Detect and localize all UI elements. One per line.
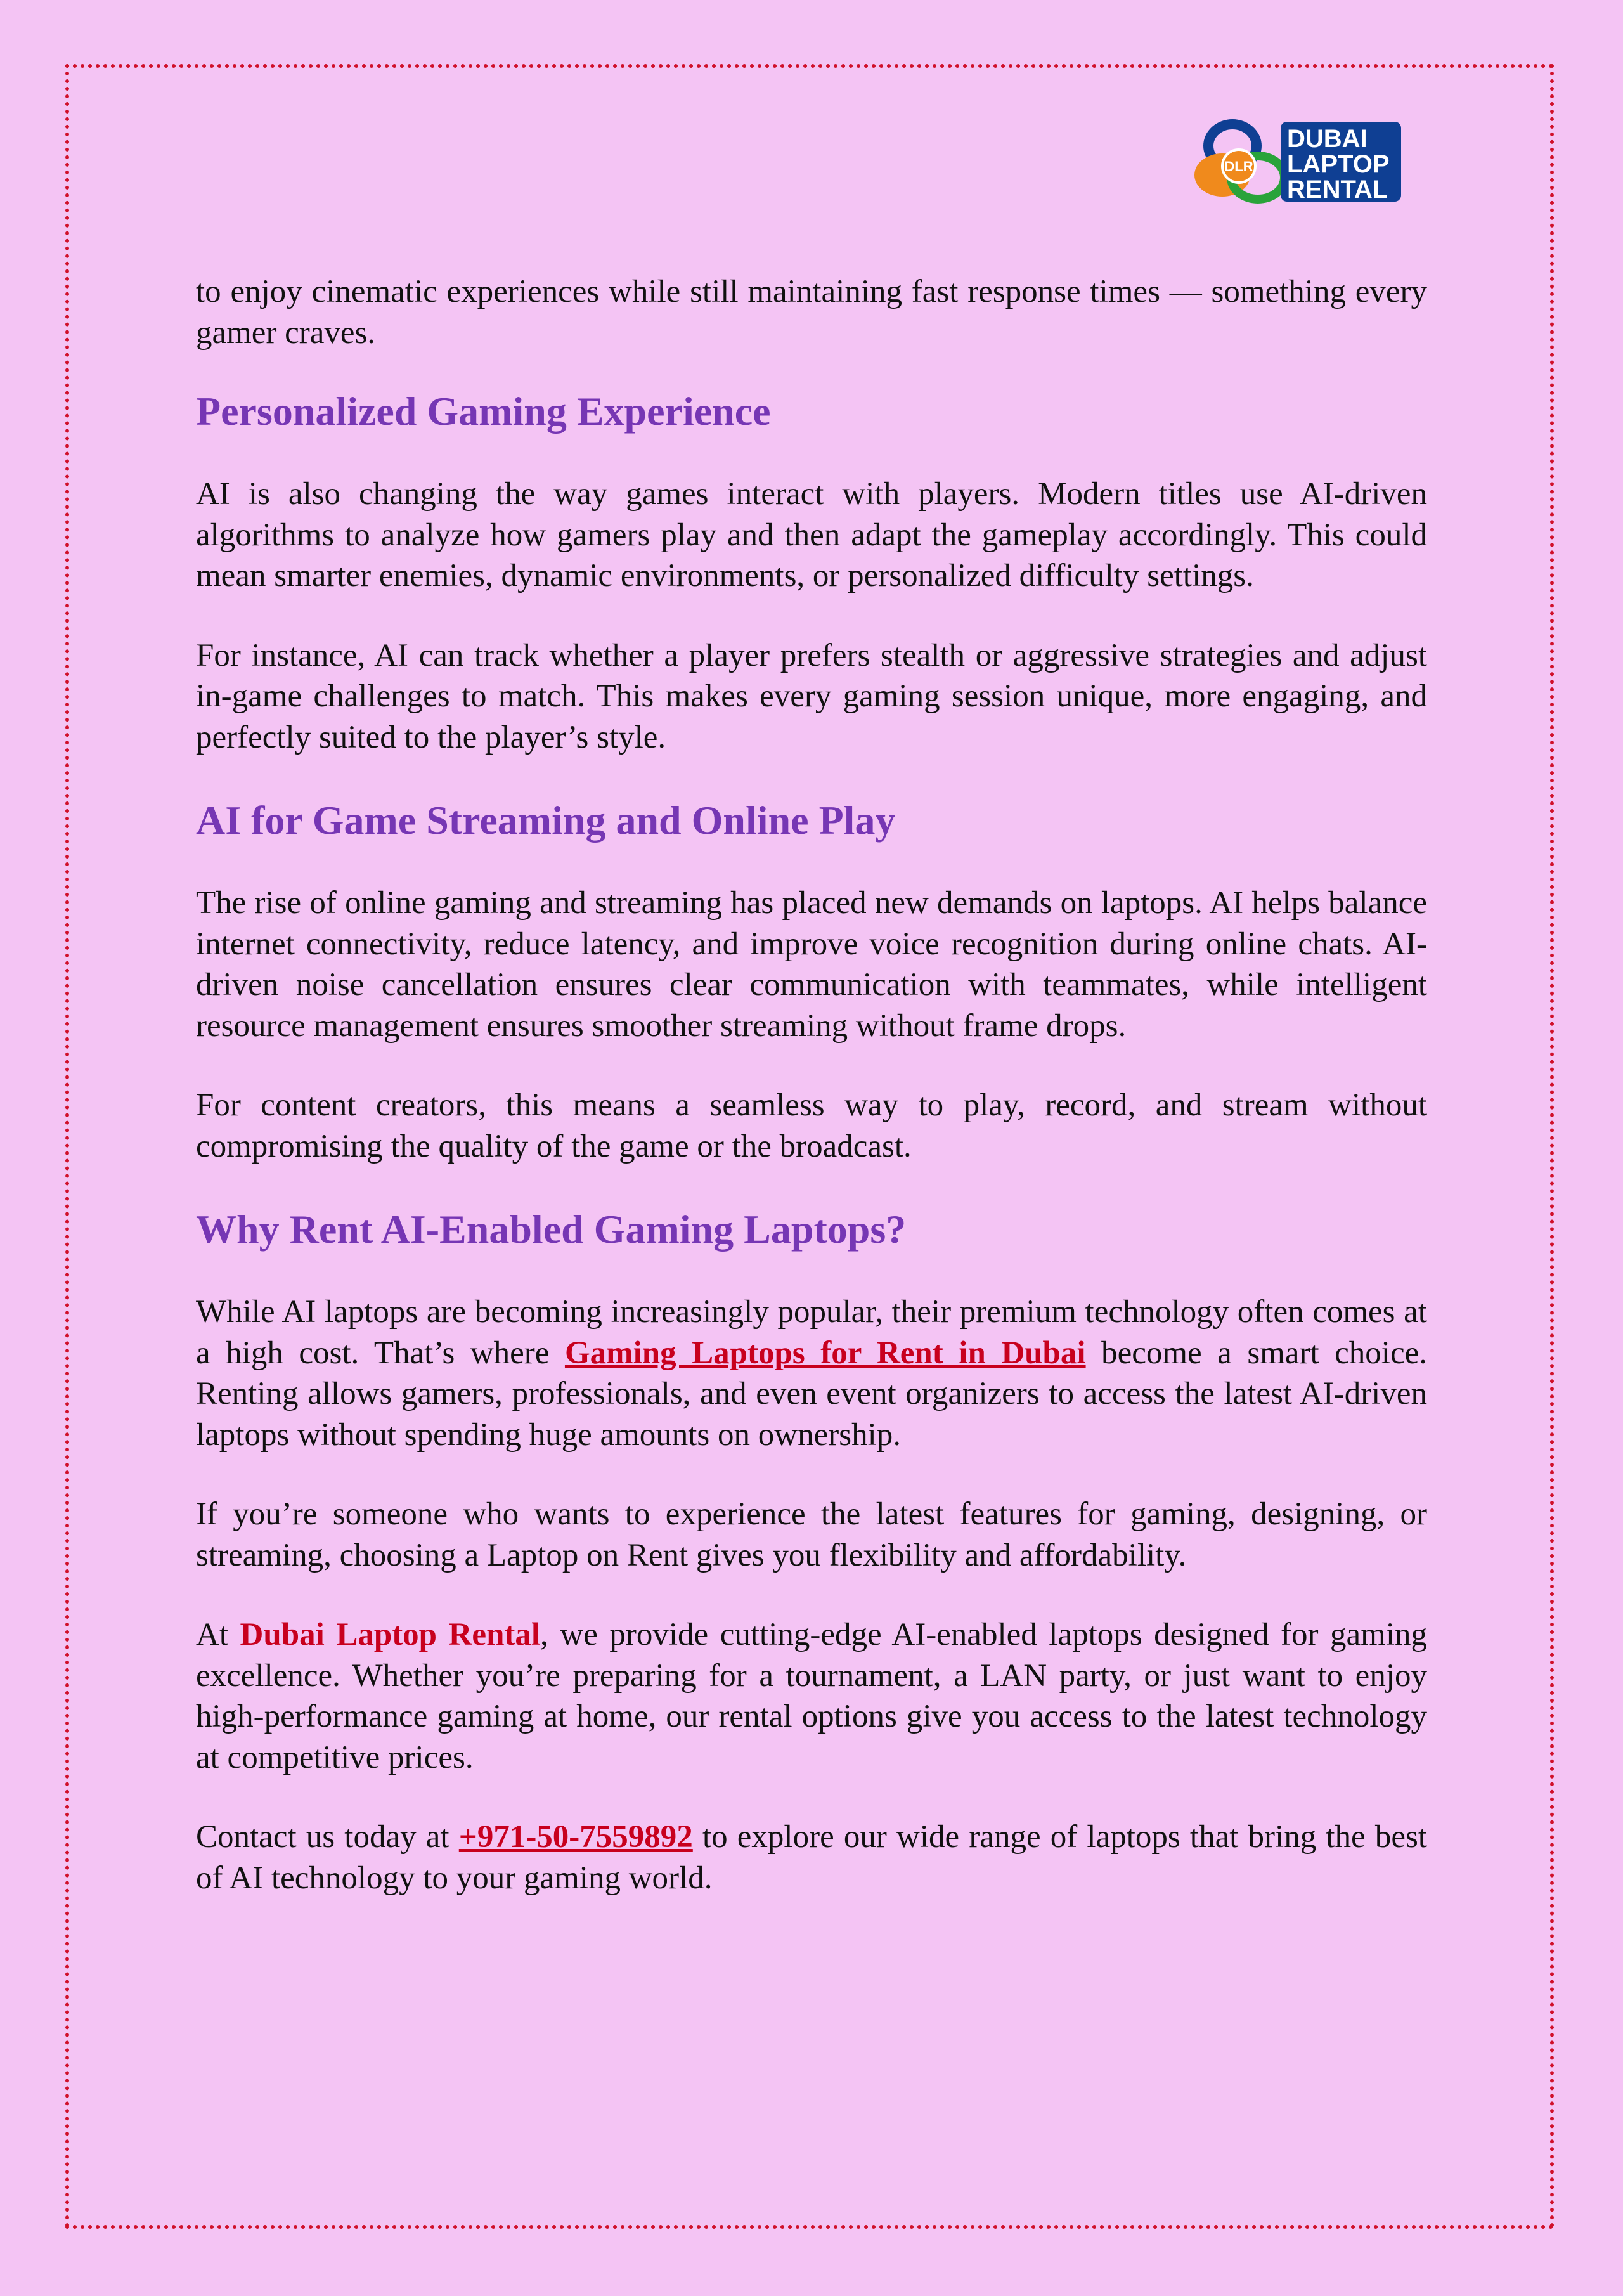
paragraph-company-offer <box>196 1614 1427 1778</box>
article-content <box>196 271 1427 1937</box>
paragraph-contact <box>196 1817 1427 1898</box>
paragraph-online-demands: The rise of online gaming and streaming has placed new demands on laptops. AI helps balance internet connectivity, reduce latency, and improve voice recognition during online chats. AI-driven noise cancellation ensures clear communication with teammates, while intelligent resource management ensures smoother streaming without frame drops. <box>196 885 1427 1044</box>
intro-paragraph: to enjoy cinematic experiences while still maintaining fast response times — something every gamer craves. <box>196 274 1427 351</box>
rent-text-after: become a smart choice. Renting allows gamers, professionals, and even event organizers to access the latest AI-driven laptops without spending huge amounts on ownership. <box>196 1335 1427 1453</box>
heading-personalized-gaming: Personalized Gaming Experience <box>196 389 771 434</box>
offer-text-after: , we provide cutting-edge AI-enabled laptops designed for gaming excellence. Whether you’re preparing for a tournament, a LAN party, or just want to enjoy high-performance gaming at home, our rental options give you access to the latest technology at competitive prices. <box>196 1617 1427 1775</box>
logo-text-line2: LAPTOP <box>1287 150 1390 178</box>
contact-text-after: to explore our wide range of laptops that bring the best of AI technology to your gaming world. <box>196 1819 1427 1896</box>
heading-game-streaming: AI for Game Streaming and Online Play <box>196 798 896 843</box>
heading-why-rent: Why Rent AI-Enabled Gaming Laptops? <box>196 1207 907 1252</box>
logo-text-line1: DUBAI <box>1287 125 1368 153</box>
paragraph-rent-benefits <box>196 1292 1427 1455</box>
gaming-laptops-rent-link[interactable]: Gaming Laptops for Rent in Dubai <box>564 1335 1086 1371</box>
contact-text-before: Contact us today at <box>196 1819 459 1855</box>
rent-text-before: While AI laptops are becoming increasingly popular, their premium technology often comes at a high cost. That’s where <box>196 1294 1427 1371</box>
logo-text-line3: RENTAL <box>1287 176 1388 204</box>
paragraph-flexibility: If you’re someone who wants to experience the latest features for gaming, designing, or streaming, choosing a Laptop on Rent gives you flexibility and affordability. <box>196 1496 1427 1573</box>
offer-text-before: At <box>196 1617 240 1652</box>
paragraph-ai-adapts-gameplay: AI is also changing the way games interact with players. Modern titles use AI-driven algorithms to analyze how gamers play and then adapt the gameplay accordingly. This could mean smarter enemies, dynamic environments, or personalized difficulty settings. <box>196 476 1427 593</box>
company-logo[interactable] <box>1191 115 1410 208</box>
logo-emblem-text: DLR <box>1224 159 1253 174</box>
company-name: Dubai Laptop Rental <box>240 1617 541 1652</box>
paragraph-content-creators: For content creators, this means a seamless way to play, record, and stream without compromising the quality of the game or the broadcast. <box>196 1087 1427 1164</box>
phone-link[interactable]: +971-50-7559892 <box>458 1819 693 1855</box>
paragraph-ai-tracks-player: For instance, AI can track whether a player prefers stealth or aggressive strategies and adjust in-game challenges to match. This makes every gaming session unique, more engaging, and perfectly suited to the player’s style. <box>196 637 1427 755</box>
